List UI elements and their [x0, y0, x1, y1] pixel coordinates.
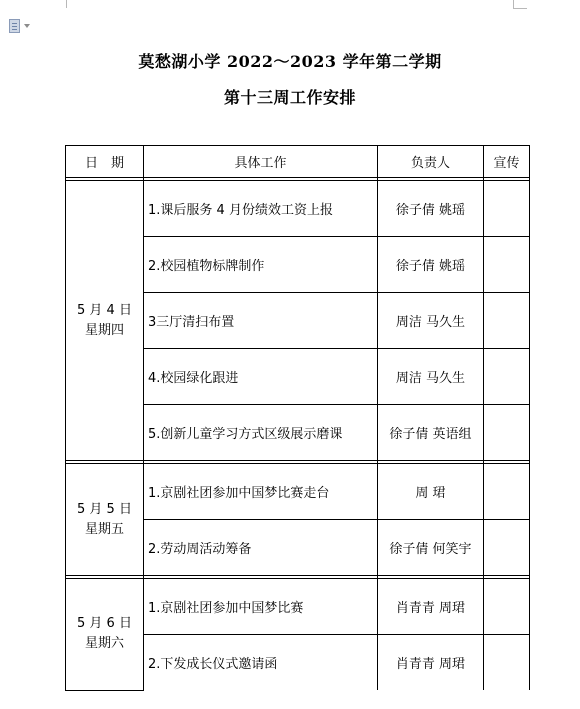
task-cell: 2.下发成长仪式邀请函	[144, 635, 378, 691]
page-margin-marker-right-horizontal	[513, 8, 527, 9]
owner-cell: 徐子倩 姚瑶	[378, 237, 484, 293]
publicity-cell	[484, 405, 530, 461]
publicity-cell	[484, 237, 530, 293]
owner-cell: 徐子倩 英语组	[378, 405, 484, 461]
owner-cell: 徐子倩 姚瑶	[378, 181, 484, 237]
schedule-table	[65, 145, 530, 691]
date-label: 5 月 6 日	[77, 616, 132, 632]
owner-cell: 肖青青 周珺	[378, 579, 484, 635]
document-subtitle: 第十三周工作安排	[223, 88, 356, 107]
publicity-cell	[484, 181, 530, 237]
publicity-cell	[484, 349, 530, 405]
weekday-label: 星期六	[84, 636, 124, 652]
date-cell	[66, 579, 144, 691]
task-cell: 4.校园绿化跟进	[144, 349, 378, 405]
page-margin-marker-right	[513, 0, 514, 8]
table-row	[66, 464, 530, 520]
header-date: 日 期	[66, 146, 144, 178]
date-cell	[66, 181, 144, 461]
task-cell: 1.京剧社团参加中国梦比赛走台	[144, 464, 378, 520]
date-label: 5 月 5 日	[77, 501, 132, 517]
document-title: 莫愁湖小学 2022～2023 学年第二学期	[138, 52, 442, 71]
task-cell: 1.课后服务 4 月份绩效工资上报	[144, 181, 378, 237]
paste-options-icon[interactable]	[9, 19, 31, 33]
weekday-label: 星期四	[84, 322, 124, 338]
date-label: 5 月 4 日	[77, 302, 132, 318]
task-cell: 3三厅清扫布置	[144, 293, 378, 349]
page-margin-marker-left	[66, 0, 67, 8]
publicity-cell	[484, 520, 530, 576]
table-row	[66, 181, 530, 237]
publicity-cell	[484, 579, 530, 635]
task-cell: 2.劳动周活动筹备	[144, 520, 378, 576]
table-header-row	[66, 146, 530, 178]
publicity-cell	[484, 635, 530, 691]
weekday-label: 星期五	[84, 521, 124, 537]
header-publicity: 宣传	[484, 146, 530, 178]
table-row	[66, 579, 530, 635]
header-task: 具体工作	[144, 146, 378, 178]
task-cell: 5.创新儿童学习方式区级展示磨课	[144, 405, 378, 461]
owner-cell: 徐子倩 何笑宇	[378, 520, 484, 576]
owner-cell: 周洁 马久生	[378, 349, 484, 405]
header-owner: 负责人	[378, 146, 484, 178]
date-cell	[66, 464, 144, 576]
task-cell: 2.校园植物标牌制作	[144, 237, 378, 293]
document-sheet-icon	[9, 19, 20, 33]
chevron-down-icon	[24, 24, 30, 28]
owner-cell: 周洁 马久生	[378, 293, 484, 349]
publicity-cell	[484, 464, 530, 520]
owner-cell: 肖青青 周珺	[378, 635, 484, 691]
publicity-cell	[484, 293, 530, 349]
task-cell: 1.京剧社团参加中国梦比赛	[144, 579, 378, 635]
owner-cell: 周 珺	[378, 464, 484, 520]
